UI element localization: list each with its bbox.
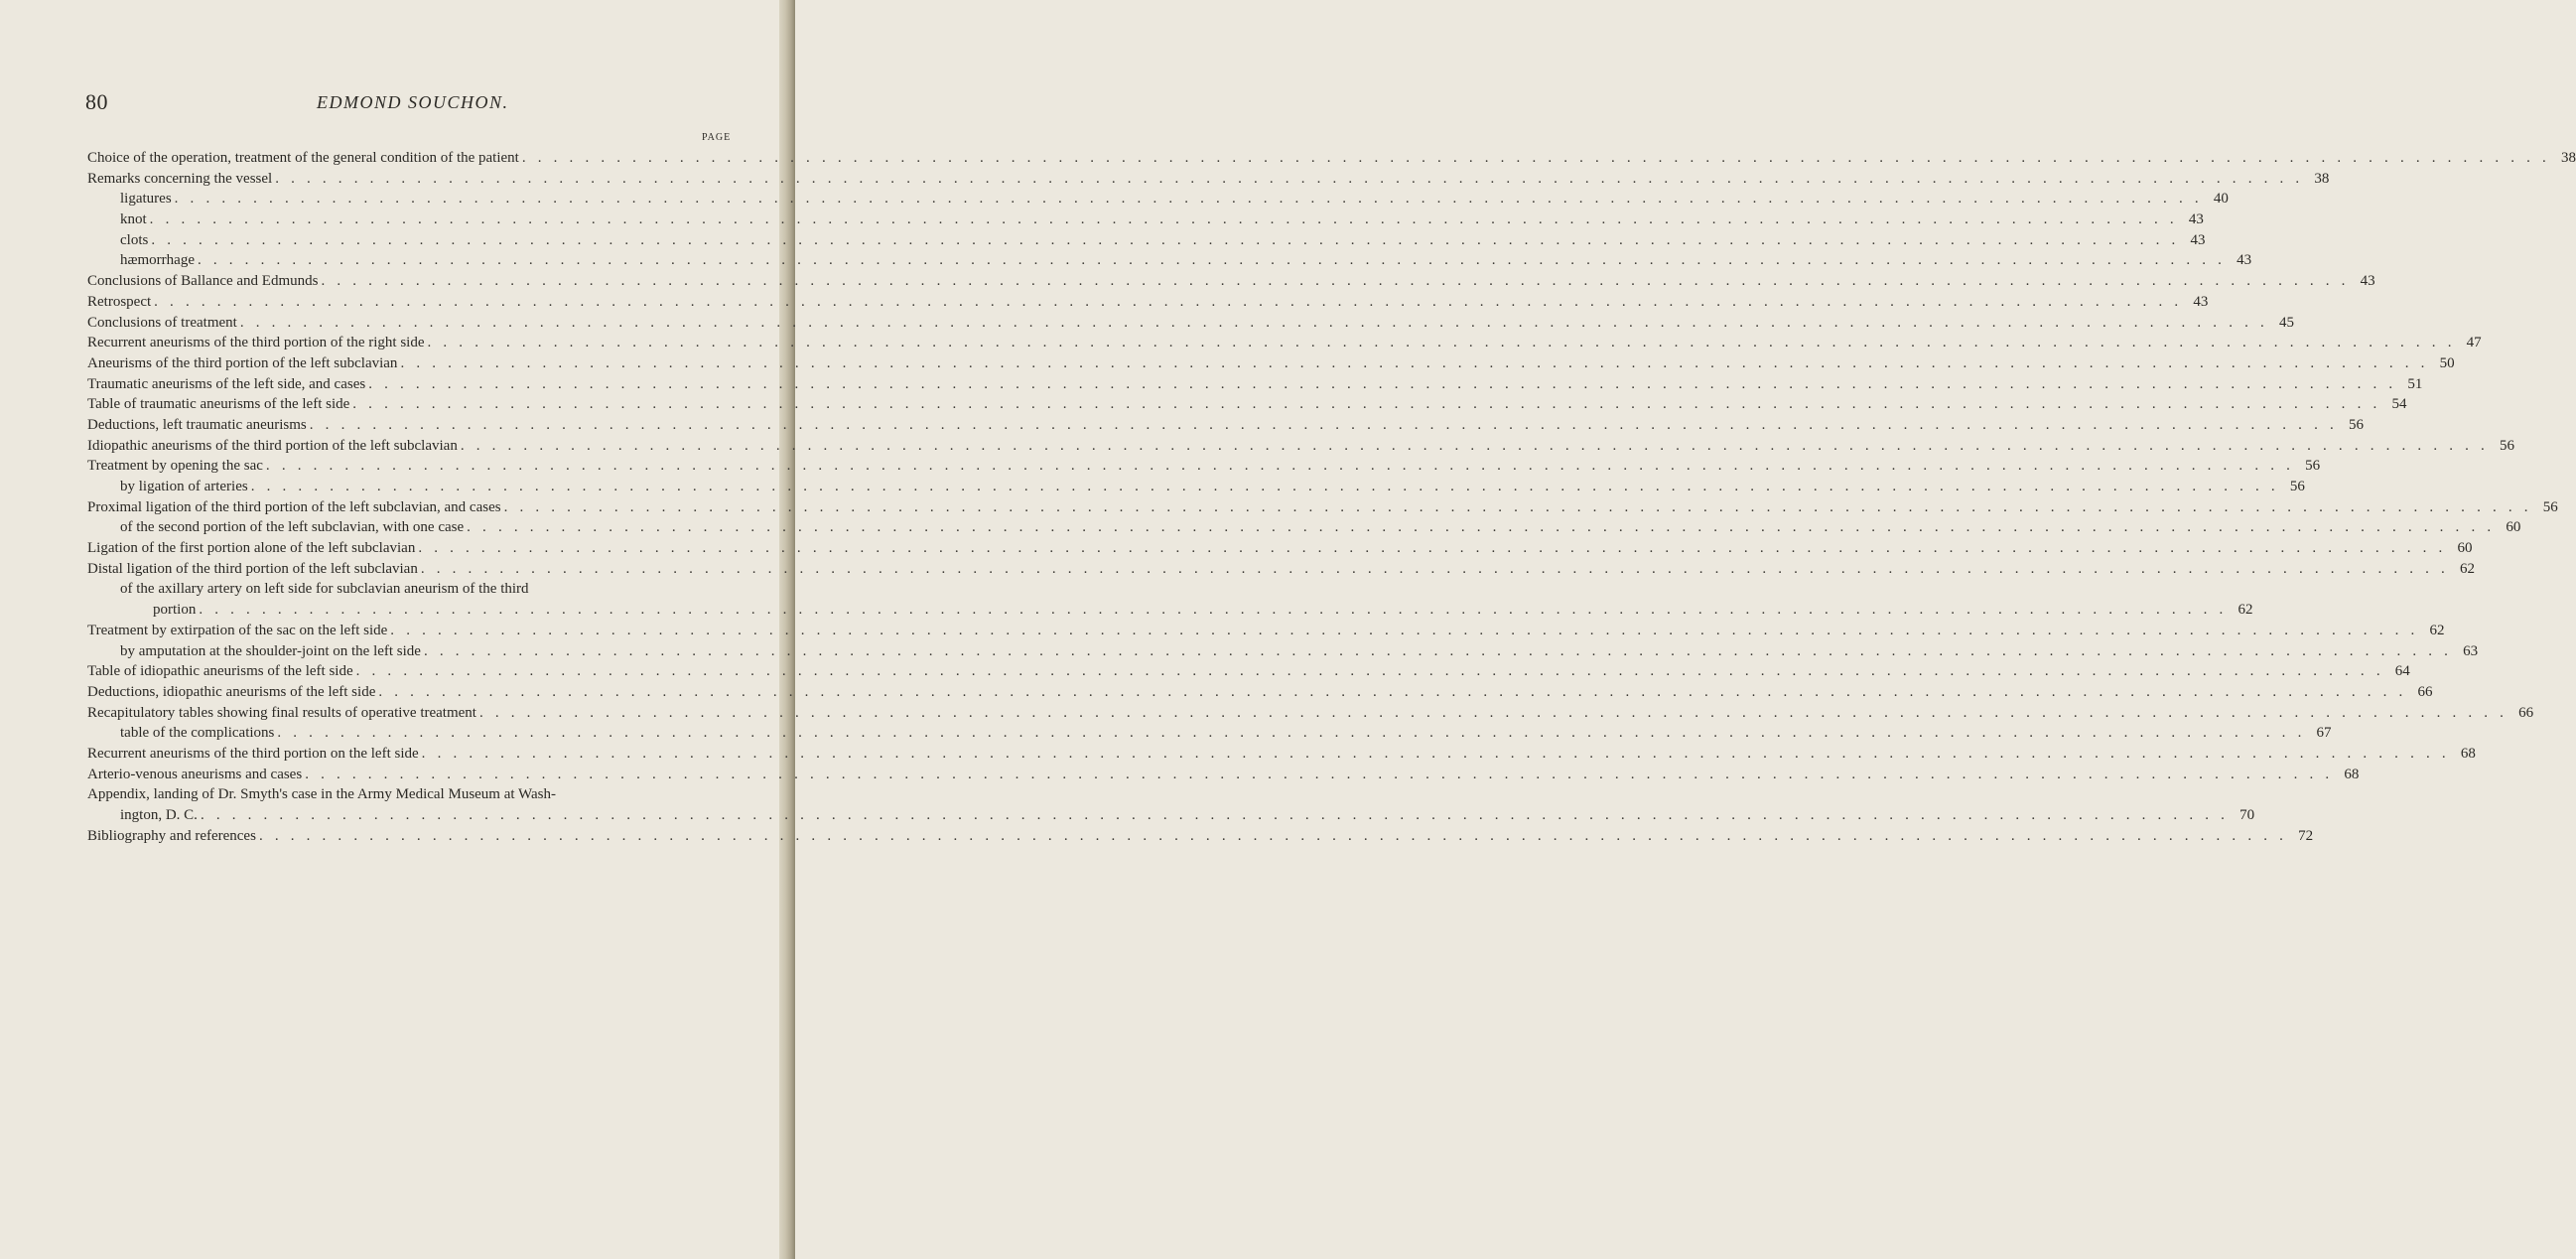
toc-entry (87, 682, 2433, 703)
toc-entry-page: 51 (2407, 375, 2423, 392)
toc-entry-title: Conclusions of Ballance and Edmunds (87, 273, 319, 290)
leader-dots (428, 333, 2456, 353)
toc-entry-title: Remarks concerning the vessel (87, 170, 273, 187)
toc-entry-title: Idiopathic aneurisms of the third portion of the left subclavian (87, 437, 458, 454)
page-header (85, 89, 741, 119)
leader-dots (424, 641, 2452, 662)
toc-entry-page: 38 (2561, 150, 2576, 166)
toc-entry-line2 (87, 600, 2253, 621)
toc-entry-title-line1: Appendix, landing of Dr. Smyth's case in the Army Medical Museum at Wash- (87, 786, 556, 803)
toc-entry (87, 210, 2204, 230)
toc-entry (87, 517, 2521, 538)
leader-dots (356, 661, 2384, 682)
toc-entry (87, 641, 2479, 662)
leader-dots (240, 313, 2268, 334)
table-of-contents (87, 148, 2576, 846)
toc-entry-page: 64 (2394, 663, 2410, 680)
running-title: EDMOND SOUCHON. (317, 92, 509, 112)
toc-entry-title: Recurrent aneurisms of the third portion on the left side (87, 745, 419, 762)
toc-entry-page: 40 (2213, 191, 2229, 208)
toc-entry-title: hæmorrhage (120, 252, 195, 269)
leader-dots (461, 436, 2489, 457)
toc-entry-title: Arterio-venous aneurisms and cases (87, 766, 303, 782)
toc-entry-title: Deductions, left traumatic aneurisms (87, 416, 307, 433)
toc-entry-title-line2: portion (153, 602, 197, 619)
toc-entry (87, 271, 2375, 292)
toc-entry (87, 353, 2455, 374)
leader-dots (275, 169, 2303, 190)
leader-dots (352, 394, 2380, 415)
toc-entry (87, 703, 2534, 724)
leader-dots (198, 250, 2226, 271)
leader-dots (277, 723, 2305, 744)
toc-entry-title: Distal ligation of the third portion of the left subclavian (87, 560, 418, 577)
toc-entry-multiline (87, 784, 2255, 825)
page-column-label: PAGE (702, 132, 732, 143)
toc-entry-title: Treatment by extirpation of the sac on the left side (87, 622, 388, 638)
toc-entry (87, 477, 2305, 497)
leader-dots (199, 600, 2227, 621)
toc-entry-page: 66 (2518, 704, 2534, 721)
toc-entry-title: by ligation of arteries (120, 479, 248, 494)
toc-entry-title: ligatures (120, 191, 172, 208)
toc-entry (87, 765, 2360, 785)
leader-dots (421, 559, 2449, 580)
toc-entry-page: 38 (2314, 170, 2330, 187)
toc-entry (87, 189, 2229, 210)
leader-dots (467, 517, 2495, 538)
toc-entry-page: 56 (2305, 458, 2321, 475)
toc-entry (87, 169, 2330, 190)
toc-entry-title: Conclusions of treatment (87, 314, 237, 331)
toc-entry-line2 (87, 805, 2255, 826)
toc-entry (87, 538, 2473, 559)
toc-entry-page: 43 (2193, 293, 2209, 310)
page-number: 80 (85, 89, 108, 114)
toc-entry-title: table of the complications (120, 725, 275, 742)
toc-entry-page: 47 (2466, 335, 2482, 351)
toc-entry-page: 62 (2429, 622, 2445, 638)
toc-entry-page: 66 (2417, 683, 2433, 700)
leader-dots (154, 292, 2182, 313)
toc-entry-title: Retrospect (87, 293, 152, 310)
toc-entry-title: Treatment by opening the sac (87, 458, 263, 475)
toc-entry-title: Recurrent aneurisms of the third portion of the right side (87, 335, 425, 351)
leader-dots (305, 765, 2333, 785)
toc-entry-page: 50 (2439, 354, 2455, 371)
toc-entry (87, 456, 2321, 477)
toc-entry-title: Choice of the operation, treatment of the general condition of the patient (87, 150, 519, 166)
toc-entry-page: 72 (2298, 827, 2314, 844)
toc-entry-title: Deductions, idiopathic aneurisms of the left side (87, 683, 376, 700)
toc-entry-title: Proximal ligation of the third portion of the left subclavian, and cases (87, 498, 501, 515)
toc-entry-multiline (87, 579, 2253, 620)
toc-entry (87, 661, 2410, 682)
toc-entry-page: 60 (2506, 519, 2521, 536)
toc-entry-page: 43 (2190, 231, 2206, 248)
toc-entry-page: 62 (2237, 602, 2253, 619)
toc-entry (87, 148, 2576, 169)
toc-entry (87, 723, 2332, 744)
toc-entry-title: by amputation at the shoulder-joint on the left side (120, 642, 421, 659)
toc-entry-page: 62 (2460, 560, 2475, 577)
toc-entry (87, 826, 2314, 847)
leader-dots (175, 189, 2203, 210)
leader-dots (251, 477, 2279, 497)
leader-dots (201, 805, 2229, 826)
toc-entry-page: 56 (2499, 437, 2514, 454)
toc-entry-page: 56 (2542, 498, 2558, 515)
toc-entry (87, 497, 2558, 518)
leader-dots (150, 210, 2178, 230)
leader-dots (321, 271, 2349, 292)
leader-dots (266, 456, 2294, 477)
toc-entry (87, 559, 2475, 580)
toc-entry-page: 68 (2460, 745, 2476, 762)
toc-entry-page: 56 (2289, 479, 2305, 494)
toc-entry-page: 56 (2348, 416, 2364, 433)
toc-entry-title-line2: ington, D. C. (120, 807, 198, 824)
toc-entry-title: clots (120, 231, 149, 248)
toc-entry-page: 67 (2316, 725, 2332, 742)
leader-dots (400, 353, 2428, 374)
toc-entry (87, 744, 2476, 765)
leader-dots (259, 826, 2287, 847)
toc-entry-title: Table of traumatic aneurisms of the left side (87, 396, 350, 413)
leader-dots (378, 682, 2406, 703)
leader-dots (151, 230, 2179, 251)
toc-entry-page: 45 (2278, 314, 2294, 331)
toc-entry-page: 54 (2391, 396, 2407, 413)
toc-entry (87, 313, 2294, 334)
toc-entry (87, 374, 2423, 395)
toc-entry (87, 250, 2252, 271)
leader-dots (368, 374, 2396, 395)
toc-entry-page: 43 (2237, 252, 2252, 269)
toc-entry-title: knot (120, 211, 147, 228)
leader-dots (390, 621, 2418, 641)
toc-entry (87, 394, 2407, 415)
leader-dots (479, 703, 2508, 724)
leader-dots (310, 415, 2338, 436)
toc-entry-title: of the second portion of the left subclavian, with one case (120, 519, 465, 536)
toc-entry-page: 43 (2360, 273, 2375, 290)
toc-entry (87, 415, 2364, 436)
leader-dots (418, 538, 2446, 559)
toc-entry-title-line1: of the axillary artery on left side for subclavian aneurism of the third (120, 581, 529, 598)
toc-entry-title: Table of idiopathic aneurisms of the left side (87, 663, 353, 680)
toc-entry-page: 43 (2188, 211, 2204, 228)
toc-entry (87, 292, 2209, 313)
toc-entry (87, 436, 2514, 457)
leader-dots (522, 148, 2550, 169)
toc-entry-page: 60 (2457, 540, 2473, 557)
leader-dots (504, 497, 2532, 518)
toc-entry-page: 68 (2344, 766, 2360, 782)
toc-entry-title: Ligation of the first portion alone of the left subclavian (87, 540, 416, 557)
toc-entry-title: Recapitulatory tables showing final results of operative treatment (87, 704, 476, 721)
toc-entry (87, 621, 2445, 641)
leader-dots (422, 744, 2450, 765)
toc-entry-page: 63 (2463, 642, 2479, 659)
toc-entry-title: Aneurisms of the third portion of the left subclavian (87, 354, 398, 371)
toc-entry (87, 333, 2482, 353)
toc-entry-page: 70 (2239, 807, 2255, 824)
toc-entry-title: Traumatic aneurisms of the left side, and cases (87, 375, 366, 392)
toc-entry-title: Bibliography and references (87, 827, 256, 844)
toc-entry (87, 230, 2206, 251)
